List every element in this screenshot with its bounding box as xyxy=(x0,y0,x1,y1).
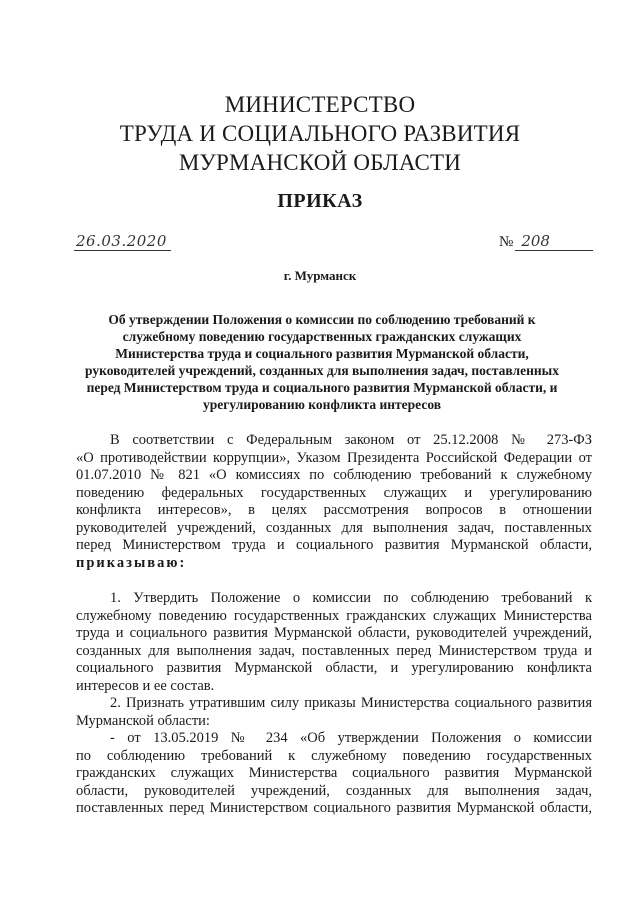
item-2-sub-line: поставленных перед Министерством социального развития Мурманской области, xyxy=(76,800,592,816)
preamble-line: перед Министерством труда и социального развития Мурманской области, xyxy=(76,537,592,553)
document-number xyxy=(499,232,593,251)
preamble xyxy=(76,432,592,572)
ministry-line-3: МУРМАНСКОЙ ОБЛАСТИ xyxy=(178,150,462,175)
title-line: урегулированию конфликта интересов xyxy=(202,397,442,412)
ministry-header xyxy=(0,90,640,177)
preamble-line: руководителей учреждений, созданных для выполнения задач, поставленных xyxy=(76,519,592,536)
preamble-line: «О противодействии коррупции», Указом Президента Российской Федерации от xyxy=(76,449,592,466)
document-type: ПРИКАЗ xyxy=(277,190,363,212)
item-1-line: труда и социального развития Мурманской области, руководителей учреждений, xyxy=(76,625,592,641)
preamble-line: конфликта интересов», в целях рассмотрения вопросов в отношении xyxy=(76,502,592,518)
document-body xyxy=(76,432,592,818)
document-title xyxy=(76,311,568,413)
title-line: Министерства труда и социального развития Мурманской области, xyxy=(115,346,529,361)
number-value: 208 xyxy=(515,232,593,251)
item-2 xyxy=(76,695,592,818)
item-1 xyxy=(76,590,592,695)
item-2-sub-line: - от 13.05.2019 № 234 «Об утверждении Положения о комиссии xyxy=(110,730,592,746)
item-2-line: Мурманской области: xyxy=(76,712,210,729)
preamble-line: поведению федеральных государственных служащих и урегулированию xyxy=(76,484,592,501)
city: г. Мурманск xyxy=(283,268,357,283)
number-label: № xyxy=(499,234,514,250)
title-line: руководителей учреждений, созданных для выполнения задач, поставленных xyxy=(85,363,559,378)
item-1-line: 1. Утвердить Положение о комиссии по соблюдению требований к xyxy=(110,590,592,606)
title-line: служебному поведению государственных гражданских служащих xyxy=(122,329,522,344)
preamble-line: В соответствии с Федеральным законом от 25.12.2008 № 273-ФЗ xyxy=(110,432,592,448)
order-word: приказываю: xyxy=(76,554,187,571)
item-1-line: социального развития Мурманской области, и урегулированию конфликта xyxy=(76,660,592,676)
item-2-sub-line: гражданских служащих Министерства социального развития Мурманской xyxy=(76,765,592,781)
title-line: Об утверждении Положения о комиссии по соблюдению требований к xyxy=(108,312,536,327)
item-2-sub-line: по соблюдению требований к служебному поведению государственных xyxy=(76,747,592,764)
item-2-line: 2. Признать утратившим силу приказы Министерства социального развития xyxy=(110,695,592,711)
document-date: 26.03.2020 xyxy=(74,232,171,251)
preamble-line: 01.07.2010 № 821 «О комиссиях по соблюдению требований к служебному xyxy=(76,467,592,483)
ministry-line-2: ТРУДА И СОЦИАЛЬНОГО РАЗВИТИЯ xyxy=(119,121,521,146)
ministry-line-1: МИНИСТЕРСТВО xyxy=(224,92,416,117)
item-1-line: созданных для выполнения задач, поставленных перед Министерством труда и xyxy=(76,642,592,659)
item-1-line: интересов и ее состав. xyxy=(76,677,215,694)
title-line: перед Министерством труда и социального развития Мурманской области, и xyxy=(86,380,558,395)
item-2-sub-line: области, руководителей учреждений, созданных для выполнения задач, xyxy=(76,782,592,799)
item-1-line: служебному поведению государственных гражданских служащих Министерства xyxy=(76,607,592,624)
